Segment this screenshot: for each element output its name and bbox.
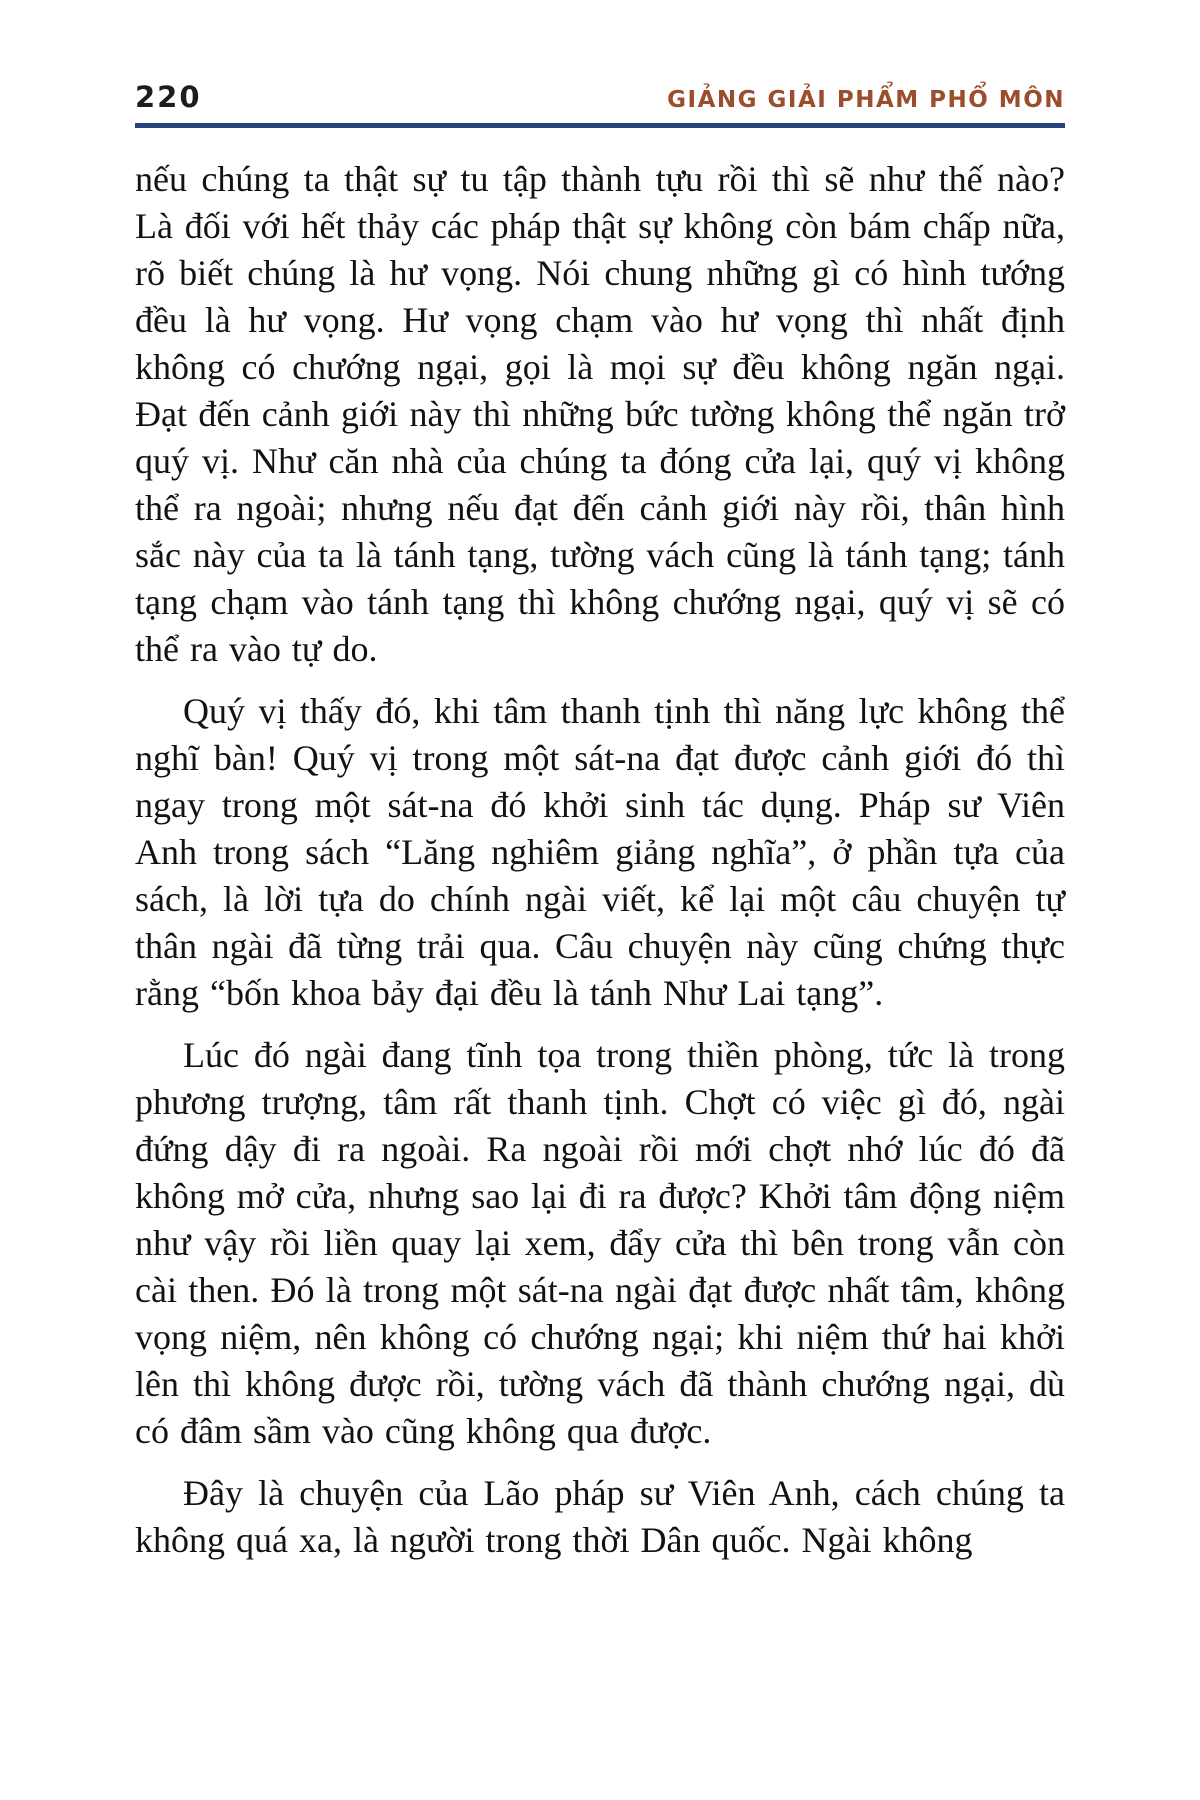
- running-title: GIẢNG GIẢI PHẨM PHỔ MÔN: [667, 87, 1065, 113]
- page-content: [135, 80, 1065, 1579]
- header-rule: [135, 123, 1065, 128]
- page-number: 220: [135, 80, 202, 114]
- paragraph: Quý vị thấy đó, khi tâm thanh tịnh thì năng lực không thể nghĩ bàn! Quý vị trong một sát-na đạt được cảnh giới đó thì ngay trong một sát-na đó khởi sinh tác dụng. Pháp sư Viên Anh trong sách “Lăng nghiêm giảng nghĩa”, ở phần tựa của sách, là lời tựa do chính ngài viết, kể lại một câu chuyện tự thân ngài đã từng trải qua. Câu chuyện này cũng chứng thực rằng “bốn khoa bảy đại đều là tánh Như Lai tạng”.: [135, 691, 1065, 1013]
- paragraph: Đây là chuyện của Lão pháp sư Viên Anh, cách chúng ta không quá xa, là người trong thời Dân quốc. Ngài không: [135, 1473, 1065, 1560]
- paragraph: nếu chúng ta thật sự tu tập thành tựu rồi thì sẽ như thế nào? Là đối với hết thảy các pháp thật sự không còn bám chấp nữa, rõ biết chúng là hư vọng. Nói chung những gì có hình tướng đều là hư vọng. Hư vọng chạm vào hư vọng thì nhất định không có chướng ngại, gọi là mọi sự đều không ngăn ngại. Đạt đến cảnh giới này thì những bức tường không thể ngăn trở quý vị. Như căn nhà của chúng ta đóng cửa lại, quý vị không thể ra ngoài; nhưng nếu đạt đến cảnh giới này rồi, thân hình sắc này của ta là tánh tạng, tường vách cũng là tánh tạng; tánh tạng chạm vào tánh tạng thì không chướng ngại, quý vị sẽ có thể ra vào tự do.: [135, 159, 1065, 669]
- page-header: [135, 80, 1065, 114]
- paragraph: Lúc đó ngài đang tĩnh tọa trong thiền phòng, tức là trong phương trượng, tâm rất thanh tịnh. Chợt có việc gì đó, ngài đứng dậy đi ra ngoài. Ra ngoài rồi mới chợt nhớ lúc đó đã không mở cửa, nhưng sao lại đi ra được? Khởi tâm động niệm như vậy rồi liền quay lại xem, đẩy cửa thì bên trong vẫn còn cài then. Đó là trong một sát-na ngài đạt được nhất tâm, không vọng niệm, nên không có chướng ngại; khi niệm thứ hai khởi lên thì không được rồi, tường vách đã thành chướng ngại, dù có đâm sầm vào cũng không qua được.: [135, 1035, 1065, 1451]
- body-text: [135, 156, 1065, 1564]
